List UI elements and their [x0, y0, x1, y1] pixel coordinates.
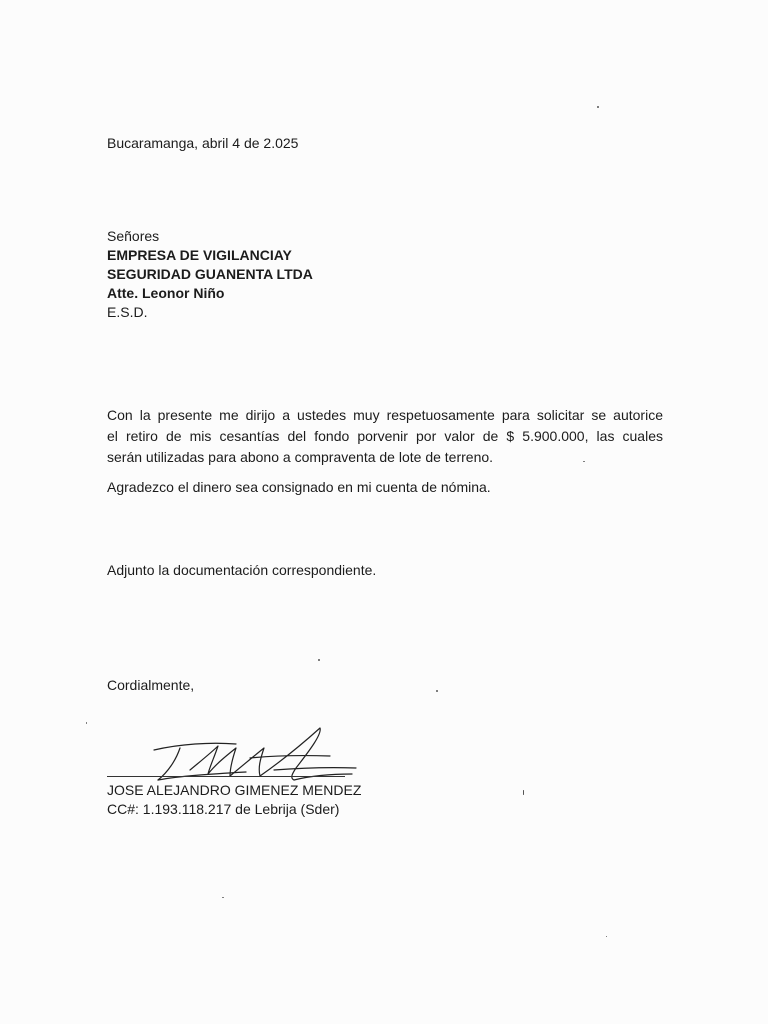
handwritten-signature	[150, 722, 360, 784]
salutation: Señores	[107, 228, 160, 244]
signer-name: JOSE ALEJANDRO GIMENEZ MENDEZ	[107, 782, 362, 798]
body-paragraph-2: Agradezco el dinero sea consignado en mi cuenta de nómina.	[107, 479, 491, 495]
scan-speck	[523, 790, 524, 795]
body-paragraph-1-line-1: Con la presente me dirijo a ustedes muy respetuosamente para solicitar se autorice	[107, 407, 663, 423]
signature-line	[107, 776, 345, 777]
scan-speck	[436, 690, 438, 692]
scan-speck	[222, 897, 224, 898]
scan-speck	[583, 461, 585, 462]
recipient-company-line1: EMPRESA DE VIGILANCIAY	[107, 247, 292, 263]
recipient-esd: E.S.D.	[107, 304, 148, 320]
body-paragraph-1-line-3: serán utilizadas para abono a compraventa de lote de terreno.	[107, 449, 494, 465]
body-paragraph-3: Adjunto la documentación correspondiente.	[107, 562, 377, 578]
date-line: Bucaramanga, abril 4 de 2.025	[107, 135, 299, 151]
scan-speck	[597, 106, 599, 108]
closing: Cordialmente,	[107, 677, 195, 693]
recipient-company-line2: SEGURIDAD GUANENTA LTDA	[107, 266, 313, 282]
recipient-attention: Atte. Leonor Niño	[107, 285, 225, 301]
scan-speck	[318, 659, 320, 661]
body-paragraph-1-line-2: el retiro de mis cesantías del fondo porvenir por valor de $ 5.900.000, las cuales	[107, 428, 663, 444]
signer-id: CC#: 1.193.118.217 de Lebrija (Sder)	[107, 801, 340, 817]
scan-speck	[606, 936, 607, 937]
scan-speck	[86, 722, 87, 724]
body-paragraph-1	[107, 405, 663, 468]
